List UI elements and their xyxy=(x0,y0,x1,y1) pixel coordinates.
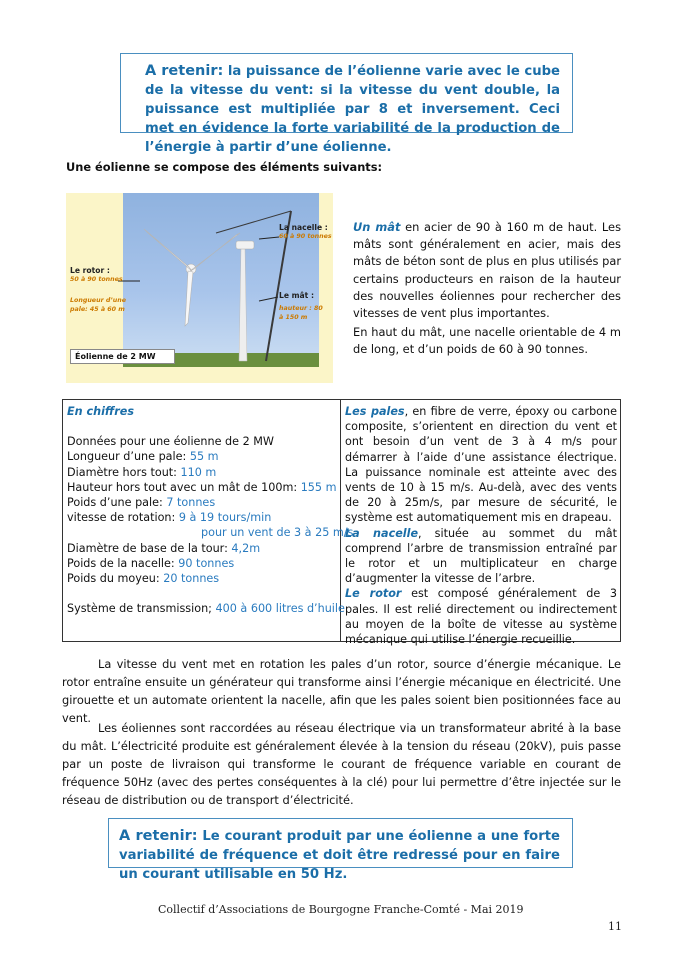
turbine-tower xyxy=(239,248,247,361)
nacelle-paragraph: La nacelle, située au sommet du mât comprend l’arbre de transmission entraîné par le rotor et un multiplicateur en charge d’augmenter la vitesse de l’arbre. xyxy=(345,526,617,586)
nacelle-label xyxy=(279,223,332,241)
rotor-paragraph: Le rotor est composé généralement de 3 pales. Il est relié directement ou indirectement au moyen de la boîte de vitesse au système mécanique qui utilise l’énergie recueillie. xyxy=(345,587,617,647)
table-row: Diamètre hors tout: 110 m xyxy=(67,465,217,479)
table-row: pour un vent de 3 à 25 m/s xyxy=(201,526,354,540)
rotor-label-text: Le rotor : xyxy=(70,266,110,275)
rotor-blade-2 xyxy=(190,233,240,271)
table-intro: Données pour une éolienne de 2 MW xyxy=(67,435,274,449)
rotor-weight: 50 à 90 tonnes xyxy=(70,276,123,283)
nacelle-weight: 60 à 90 tonnes xyxy=(279,233,332,240)
table-row: Poids d’une pale: 7 tonnes xyxy=(67,496,216,510)
pales-paragraph: Les pales, en fibre de verre, époxy ou carbone composite, s’orientent en direction du vent et ont besoin d’un vent de 3 à 4 m/s pour démarrer à l’aide d’une assistance électrique. La puissance nominale est atteinte avec des vents de 10 à 15 m/s. Au-delà, avec des vents de 20 à 25m/s, par mesure de sécurité, le système est automatiquement mis en drapeau. xyxy=(345,405,617,525)
rotor-blade-3 xyxy=(185,271,193,326)
mast-label xyxy=(279,291,329,322)
transmission-row: Système de transmission; 400 à 600 litres d’huile xyxy=(67,602,345,616)
body-paragraph-1: La vitesse du vent met en rotation les pales d’un rotor, source d’énergie mécanique. Le rotor entraîne ensuite un générateur qui transforme ainsi l’énergie mécanique en électricité. Une girouette et un automate orientent la nacelle, afin que les pales soient bien positionnées face au vent. xyxy=(62,657,621,725)
table-row: Poids de la nacelle: 90 tonnes xyxy=(67,556,235,570)
table-row: Longueur d’une pale: 55 m xyxy=(67,450,219,464)
page-number: 11 xyxy=(608,920,622,933)
blade-length: Longueur d’une pale: 45 à 60 m xyxy=(70,297,126,313)
nacelle-pointer xyxy=(259,237,279,239)
rotor-label xyxy=(70,266,123,284)
table-row: vitesse de rotation: 9 à 19 tours/min xyxy=(67,511,272,525)
turbine-nacelle xyxy=(236,241,254,249)
table-row: Diamètre de base de la tour: 4,2m xyxy=(67,541,261,555)
mat-paragraph-2: En haut du mât, une nacelle orientable de 4 m de long, et d’un poids de 60 à 90 tonnes. xyxy=(353,325,621,357)
section-title: Une éolienne se compose des éléments suivants: xyxy=(66,160,383,174)
retenir-lead: A retenir: xyxy=(119,828,198,844)
figures-table xyxy=(62,399,621,647)
retenir-lead: A retenir: xyxy=(145,63,224,79)
table-left-column xyxy=(67,404,354,616)
mast-height: hauteur : 80 à 150 m xyxy=(279,305,323,321)
mat-paragraph xyxy=(353,219,621,322)
mat-text: en acier de 90 à 160 m de haut. Les mâts sont généralement en acier, mais des mâts de béton sont de plus en plus utilisés par certains producteurs en raison de la hauteur des nouvelles éoliennes pour rechercher des vitesses de vent plus importantes. xyxy=(353,220,622,321)
retenir-text: la puissance de l’éolienne varie avec le cube de la vitesse du vent: si la vitesse du vent double, la puissance est multipliée par 8 et inversement. Ceci met en évidence la forte variabilité de la production de l’énergie à partir d’une éolienne. xyxy=(145,64,560,155)
blade-label xyxy=(70,296,126,314)
retenir-text: Le courant produit par une éolienne a une forte variabilité de fréquence et doit être redressé pour en faire un courant utilisable en 50 Hz. xyxy=(119,829,560,882)
mat-lead: Un mât xyxy=(353,220,401,234)
nacelle-label-text: La nacelle : xyxy=(279,223,328,232)
retenir-callout-1 xyxy=(120,53,573,155)
footer-text: Collectif d’Associations de Bourgogne Franche-Comté - Mai 2019 xyxy=(158,903,524,916)
figure-badge: Éolienne de 2 MW xyxy=(70,349,175,364)
body-paragraph-2: Les éoliennes sont raccordées au réseau électrique via un transformateur abrité à la base du mât. L’électricité produite est généralement élevée à la tension du réseau (20kV), puis passe par un poste de livraison qui transforme le courant de fréquence variable en courant de fréquence 50Hz (avec des pertes conséquentes à la clé) pour lui permettre d’être injectée sur le réseau de distribution ou de transport d’électricité. xyxy=(62,721,621,807)
table-heading: En chiffres xyxy=(67,405,135,418)
table-row: Hauteur hors tout avec un mât de 100m: 155 m xyxy=(67,480,337,494)
mast-label-text: Le mât : xyxy=(279,291,314,300)
wind-turbine-figure xyxy=(66,193,333,383)
retenir-callout-2 xyxy=(108,818,573,882)
table-row: Poids du moyeu: 20 tonnes xyxy=(67,572,220,586)
rotor-blade-1 xyxy=(144,229,192,271)
table-right-column xyxy=(345,404,617,647)
